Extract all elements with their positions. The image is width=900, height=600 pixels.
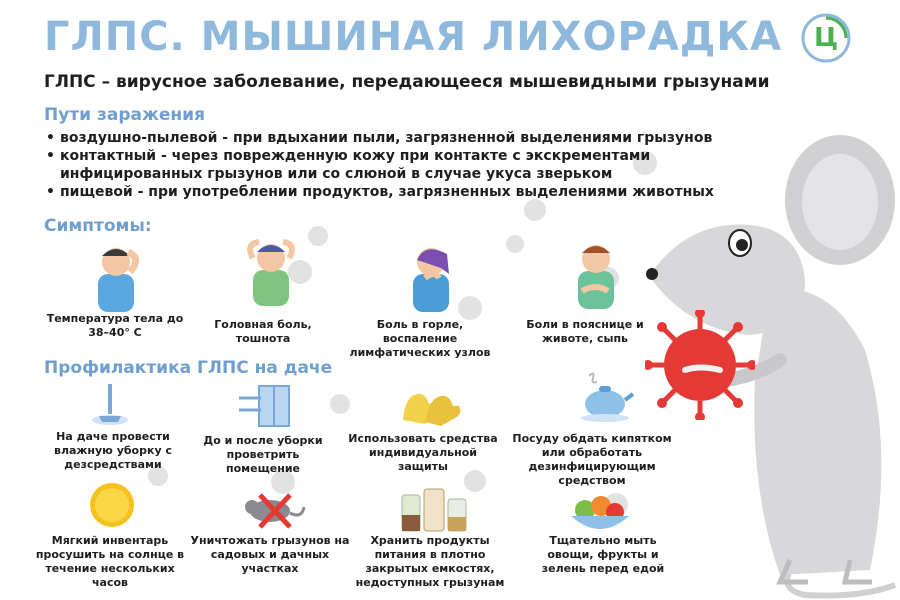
prevention-caption-wash: Тщательно мыть овощи, фрукты и зелень перед едой	[541, 534, 665, 575]
sore-throat-person-icon	[395, 238, 465, 313]
symptom-caption-pain: Боли в пояснице и животе, сыпь	[526, 318, 644, 345]
prevention-caption-rodents: Уничтожать грызунов на садовых и дачных участках	[190, 534, 350, 575]
logo	[800, 12, 852, 64]
logo-letter: Ц	[813, 23, 839, 53]
list-item: • пищевой - при употреблении продуктов, загрязненных выделениями животных	[44, 183, 724, 201]
mop-icon	[85, 380, 135, 430]
window-air-icon	[235, 382, 295, 432]
symptom-caption-headache: Головная боль, тошнота	[214, 318, 312, 345]
fever-person-icon	[80, 238, 150, 313]
list-item: • воздушно-пылевой - при вдыхании пыли, загрязненной выделениями грызунов	[44, 129, 724, 147]
gloves-icon	[395, 382, 465, 432]
prevention-caption-dishes: Посуду обдать кипятком или обработать дезинфицирующим средством	[512, 432, 672, 487]
routes-list	[44, 129, 724, 201]
jars-icon	[398, 485, 473, 535]
prevention-caption-cleaning: На даче провести влажную уборку с дезсредствами	[54, 430, 172, 471]
symptom-caption-fever: Температура тела до 38–40° С	[46, 312, 184, 339]
page-title: ГЛПС. МЫШИНАЯ ЛИХОРАДКА	[44, 14, 783, 60]
prevention-caption-ventilate: До и после уборки проветрить помещение	[203, 434, 323, 475]
symptom-caption-throat: Боль в горле, воспаление лимфатических узлов	[349, 318, 491, 359]
vegetables-bowl-icon	[565, 490, 635, 535]
sun-icon	[82, 478, 142, 533]
prevention-caption-protection: Использовать средства индивидуальной защиты	[348, 432, 498, 473]
routes-heading: Пути заражения	[44, 105, 206, 125]
crossed-rat-icon	[240, 485, 310, 535]
kettle-icon	[575, 368, 635, 423]
back-pain-person-icon	[560, 235, 630, 310]
virus-icon	[645, 310, 755, 420]
headache-person-icon	[235, 232, 305, 307]
prevention-heading: Профилактика ГЛПС на даче	[44, 358, 333, 378]
page-subtitle: ГЛПС – вирусное заболевание, передающееся мышевидными грызунами	[44, 72, 770, 92]
prevention-caption-sun: Мягкий инвентарь просушить на солнце в течение нескольких часов	[35, 534, 185, 589]
prevention-caption-storage: Хранить продукты питания в плотно закрытых емкостях, недоступных грызунам	[355, 534, 505, 589]
list-item: • контактный - через поврежденную кожу при контакте с экскрементами инфицированных грызунов или со слюной в случае укуса зверьком	[44, 147, 724, 183]
symptoms-heading: Симптомы:	[44, 216, 152, 236]
